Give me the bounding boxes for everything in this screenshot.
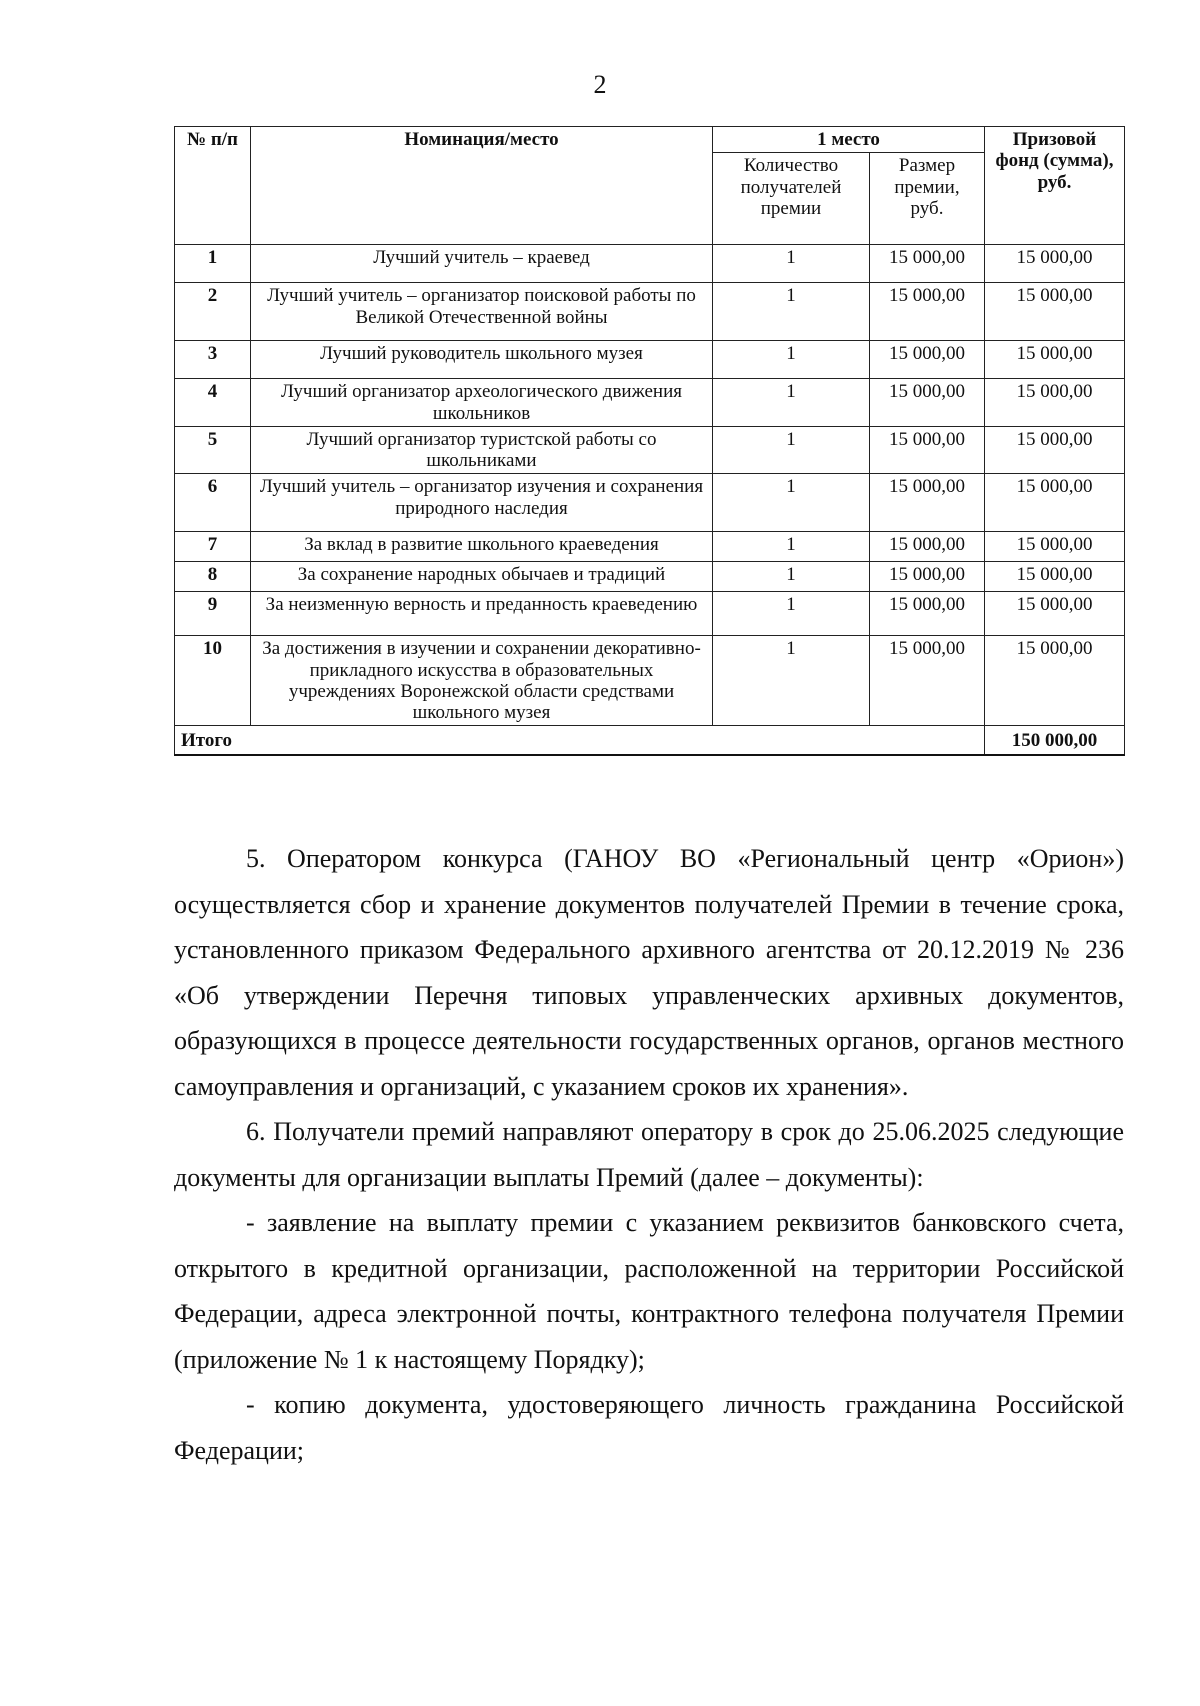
row-recipients-count: 1 <box>713 474 870 532</box>
row-prize-fund: 15 000,00 <box>985 474 1125 532</box>
table-row <box>175 426 1125 474</box>
row-prize-fund: 15 000,00 <box>985 283 1125 341</box>
row-nomination: За достижения в изучении и сохранении декоративно-прикладного искусства в образовательных учреждениях Воронежской области средствами школьного музея <box>251 636 713 726</box>
row-prize-amount: 15 000,00 <box>870 283 985 341</box>
row-recipients-count: 1 <box>713 562 870 592</box>
paragraph: - заявление на выплату премии с указанием реквизитов банковского счета, открытого в кредитной организации, расположенной на территории Российской Федерации, адреса электронной почты, контрактного телефона получателя Премии (приложение № 1 к настоящему Порядку); <box>174 1208 1124 1374</box>
row-nomination: Лучший организатор туристской работы со школьниками <box>251 426 713 474</box>
row-prize-amount: 15 000,00 <box>870 341 985 379</box>
row-recipients-count: 1 <box>713 636 870 726</box>
row-nomination: Лучший учитель – организатор изучения и сохранения природного наследия <box>251 474 713 532</box>
paragraph: 5. Оператором конкурса (ГАНОУ ВО «Региональный центр «Орион») осуществляется сбор и хранение документов получателей Премии в течение срока, установленного приказом Федерального архивного агентства от 20.12.2019 № 236 «Об утверждении Перечня типовых управленческих архивных документов, образующихся в процессе деятельности государственных органов, органов местного самоуправления и организаций, с указанием сроков их хранения». <box>174 844 1124 1101</box>
table-row <box>175 592 1125 636</box>
row-num: 10 <box>175 636 251 726</box>
row-recipients-count: 1 <box>713 283 870 341</box>
row-prize-amount: 15 000,00 <box>870 636 985 726</box>
header-amount: Размер премии, руб. <box>870 153 985 245</box>
row-num: 6 <box>175 474 251 532</box>
row-prize-fund: 15 000,00 <box>985 379 1125 427</box>
row-nomination: Лучший руководитель школьного музея <box>251 341 713 379</box>
table-row <box>175 245 1125 283</box>
row-num: 3 <box>175 341 251 379</box>
header-recipients: Количество получателей премии <box>713 153 870 245</box>
table-row <box>175 379 1125 427</box>
row-prize-amount: 15 000,00 <box>870 379 985 427</box>
row-prize-amount: 15 000,00 <box>870 592 985 636</box>
page-number: 2 <box>593 70 607 99</box>
total-label: Итого <box>175 726 985 755</box>
row-nomination: За неизменную верность и преданность краеведению <box>251 592 713 636</box>
total-row <box>175 726 1125 755</box>
row-recipients-count: 1 <box>713 532 870 562</box>
row-nomination: Лучший организатор археологического движения школьников <box>251 379 713 427</box>
row-prize-fund: 15 000,00 <box>985 426 1125 474</box>
row-nomination: Лучший учитель – организатор поисковой работы по Великой Отечественной войны <box>251 283 713 341</box>
prize-table-header <box>175 127 1125 245</box>
prize-table-body <box>175 245 1125 755</box>
row-prize-fund: 15 000,00 <box>985 532 1125 562</box>
row-num: 2 <box>175 283 251 341</box>
row-recipients-count: 1 <box>713 379 870 427</box>
document-text <box>174 836 1124 1473</box>
table-row <box>175 532 1125 562</box>
row-prize-fund: 15 000,00 <box>985 245 1125 283</box>
row-num: 1 <box>175 245 251 283</box>
row-prize-fund: 15 000,00 <box>985 592 1125 636</box>
paragraph: 6. Получатели премий направляют оператору в срок до 25.06.2025 следующие документы для организации выплаты Премий (далее – документы): <box>174 1117 1124 1192</box>
row-recipients-count: 1 <box>713 341 870 379</box>
table-row <box>175 283 1125 341</box>
row-prize-fund: 15 000,00 <box>985 636 1125 726</box>
header-fund: Призовой фонд (сумма), руб. <box>985 127 1125 245</box>
table-row <box>175 636 1125 726</box>
row-num: 7 <box>175 532 251 562</box>
header-num: № п/п <box>175 127 251 245</box>
row-prize-fund: 15 000,00 <box>985 341 1125 379</box>
table-row <box>175 341 1125 379</box>
row-recipients-count: 1 <box>713 592 870 636</box>
row-num: 8 <box>175 562 251 592</box>
row-prize-amount: 15 000,00 <box>870 245 985 283</box>
header-nomination: Номинация/место <box>251 127 713 245</box>
row-nomination: За вклад в развитие школьного краеведения <box>251 532 713 562</box>
row-prize-fund: 15 000,00 <box>985 562 1125 592</box>
row-nomination: Лучший учитель – краевед <box>251 245 713 283</box>
row-prize-amount: 15 000,00 <box>870 426 985 474</box>
row-nomination: За сохранение народных обычаев и традиций <box>251 562 713 592</box>
row-recipients-count: 1 <box>713 426 870 474</box>
row-recipients-count: 1 <box>713 245 870 283</box>
header-first-place: 1 место <box>713 127 985 153</box>
table-row <box>175 562 1125 592</box>
table-row <box>175 474 1125 532</box>
row-num: 5 <box>175 426 251 474</box>
prize-table <box>174 126 1125 756</box>
row-num: 4 <box>175 379 251 427</box>
total-sum: 150 000,00 <box>985 726 1125 755</box>
row-prize-amount: 15 000,00 <box>870 532 985 562</box>
row-prize-amount: 15 000,00 <box>870 562 985 592</box>
row-prize-amount: 15 000,00 <box>870 474 985 532</box>
header-row-1 <box>175 127 1125 153</box>
row-num: 9 <box>175 592 251 636</box>
paragraph: - копию документа, удостоверяющего личность гражданина Российской Федерации; <box>174 1390 1124 1465</box>
